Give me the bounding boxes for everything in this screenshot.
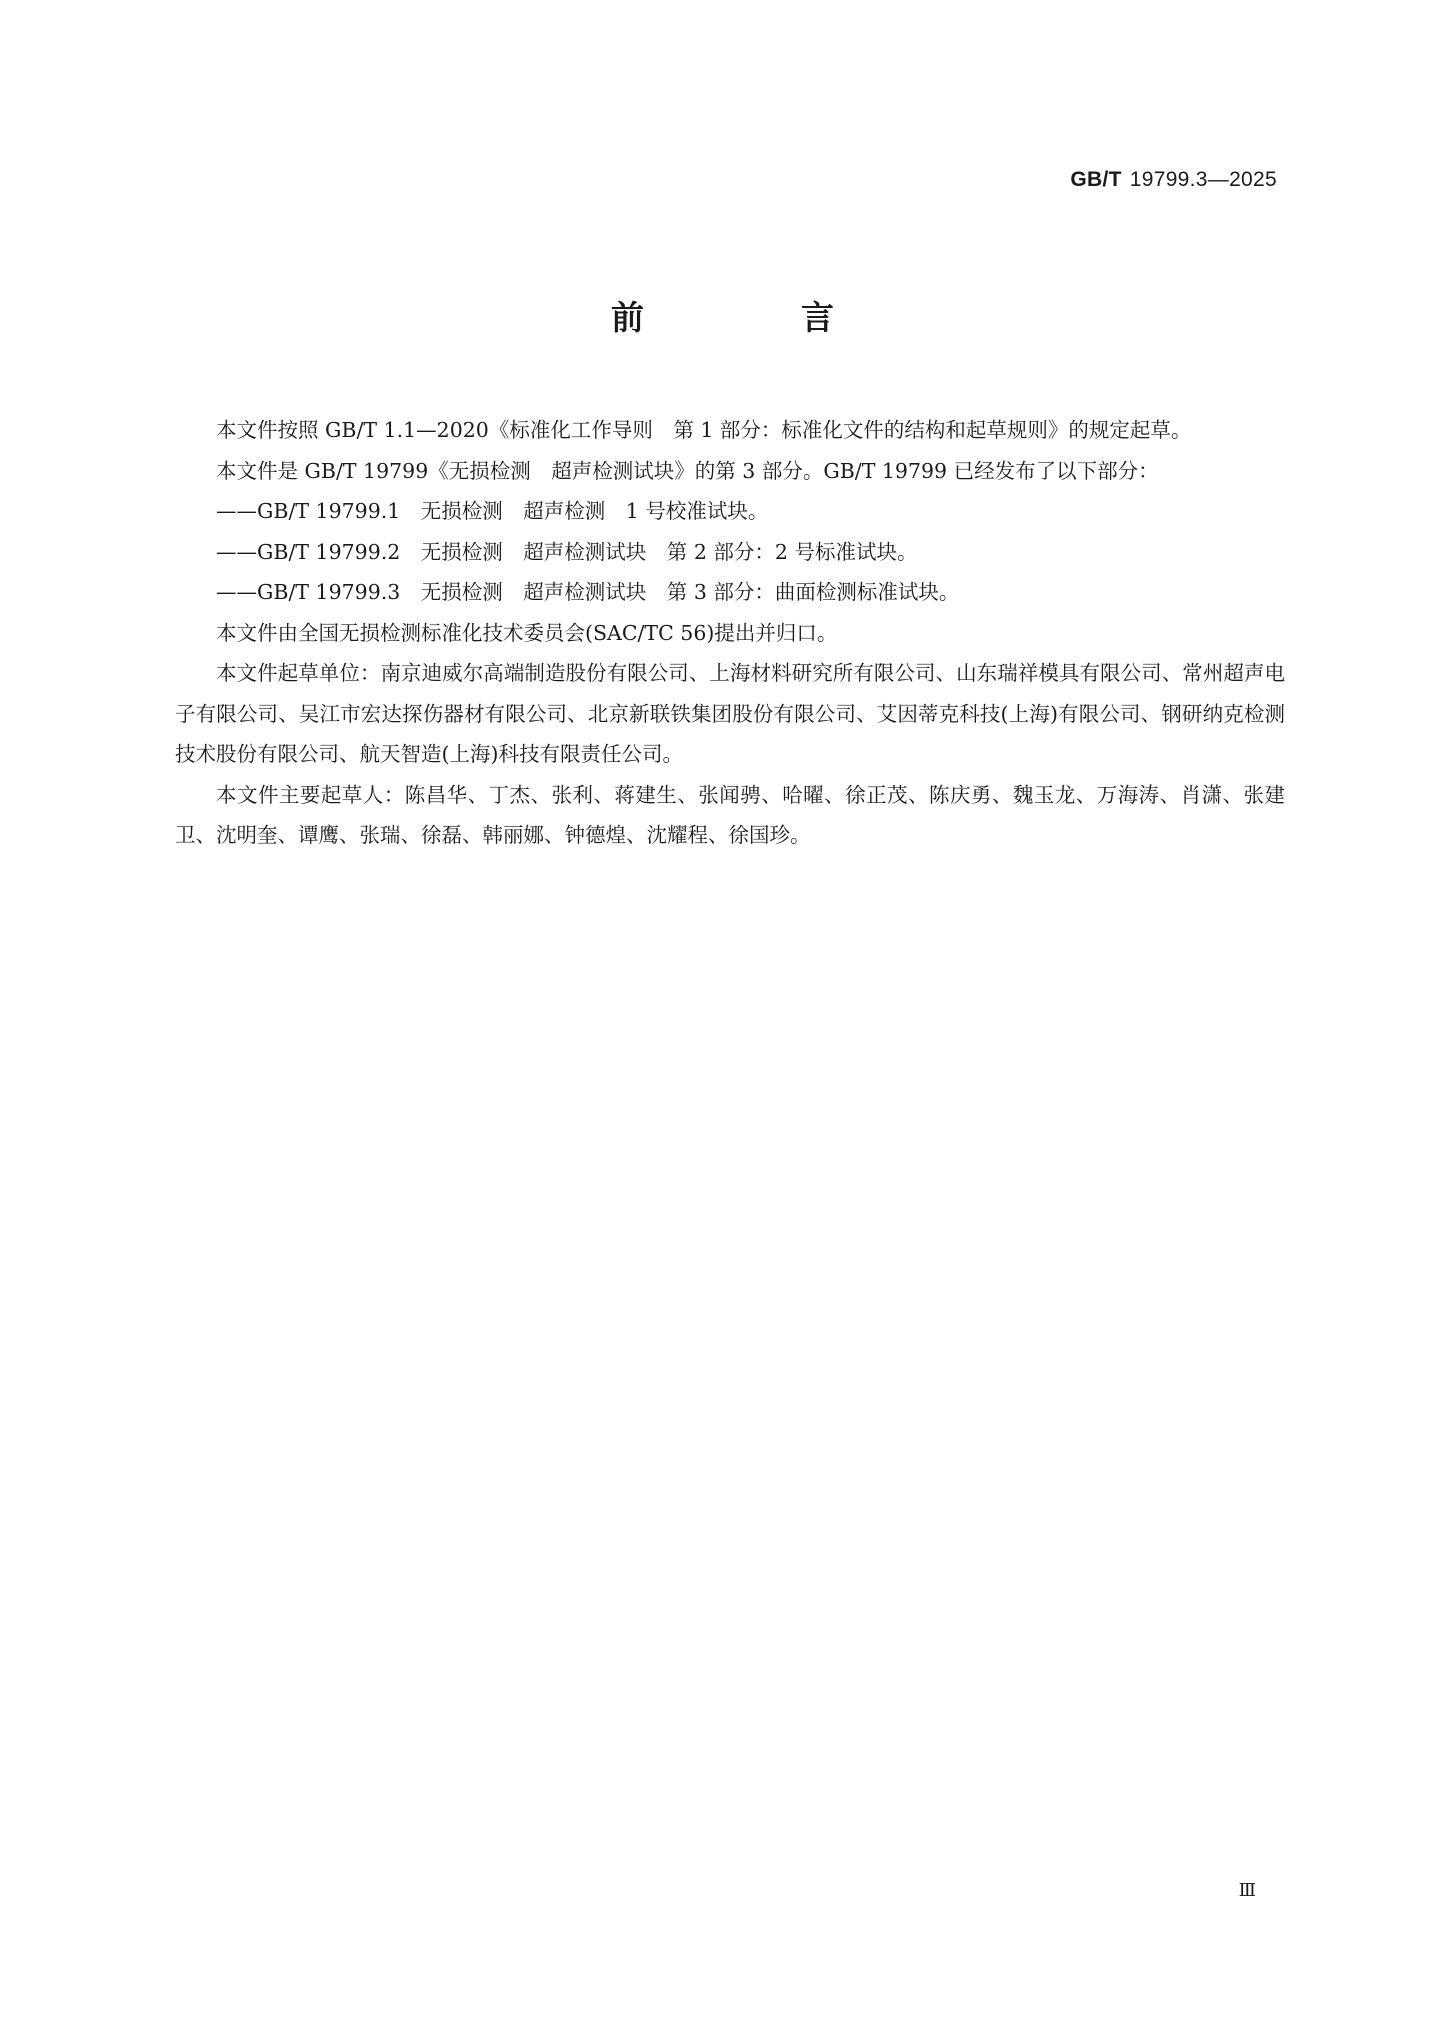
standard-number: 19799.3—2025	[1129, 168, 1277, 191]
paragraph-drafters: 本文件主要起草人：陈昌华、丁杰、张利、蒋建生、张闻骋、哈曜、徐正茂、陈庆勇、魏玉龙、万海涛、肖潇、张建卫、沈明奎、谭鹰、张瑞、徐磊、韩丽娜、钟德煌、沈耀程、徐国珍。	[175, 782, 1285, 847]
paragraph-series-intro: 本文件是 GB/T 19799《无损检测 超声检测试块》的第 3 部分。GB/T 19799 已经发布了以下部分：	[216, 458, 1159, 483]
list-item-part-2: ——GB/T 19799.2 无损检测 超声检测试块 第 2 部分：2 号标准试块。	[216, 539, 918, 564]
standard-code	[1070, 168, 1277, 192]
page-number: Ⅲ	[1238, 1880, 1255, 1901]
standard-prefix: GB/T	[1070, 168, 1122, 191]
paragraph-drafting-rules: 本文件按照 GB/T 1.1—2020《标准化工作导则 第 1 部分：标准化文件的结构和起草规则》的规定起草。	[216, 418, 1192, 442]
paragraph-drafting-units: 本文件起草单位：南京迪威尔高端制造股份有限公司、上海材料研究所有限公司、山东瑞祥模具有限公司、常州超声电子有限公司、吴江市宏达探伤器材有限公司、北京新联铁集团股份有限公司、艾因蒂克科技(上海)有限公司、钢研纳克检测技术股份有限公司、航天智造(上海)科技有限责任公司。	[175, 661, 1285, 766]
foreword-body	[175, 410, 1285, 856]
paragraph-committee: 本文件由全国无损检测标准化技术委员会(SAC/TC 56)提出并归口。	[216, 620, 838, 645]
page-title: 前 言	[611, 298, 896, 337]
list-item-part-1: ——GB/T 19799.1 无损检测 超声检测 1 号校准试块。	[216, 499, 769, 523]
list-item-part-3: ——GB/T 19799.3 无损检测 超声检测试块 第 3 部分：曲面检测标准试块。	[216, 580, 960, 604]
